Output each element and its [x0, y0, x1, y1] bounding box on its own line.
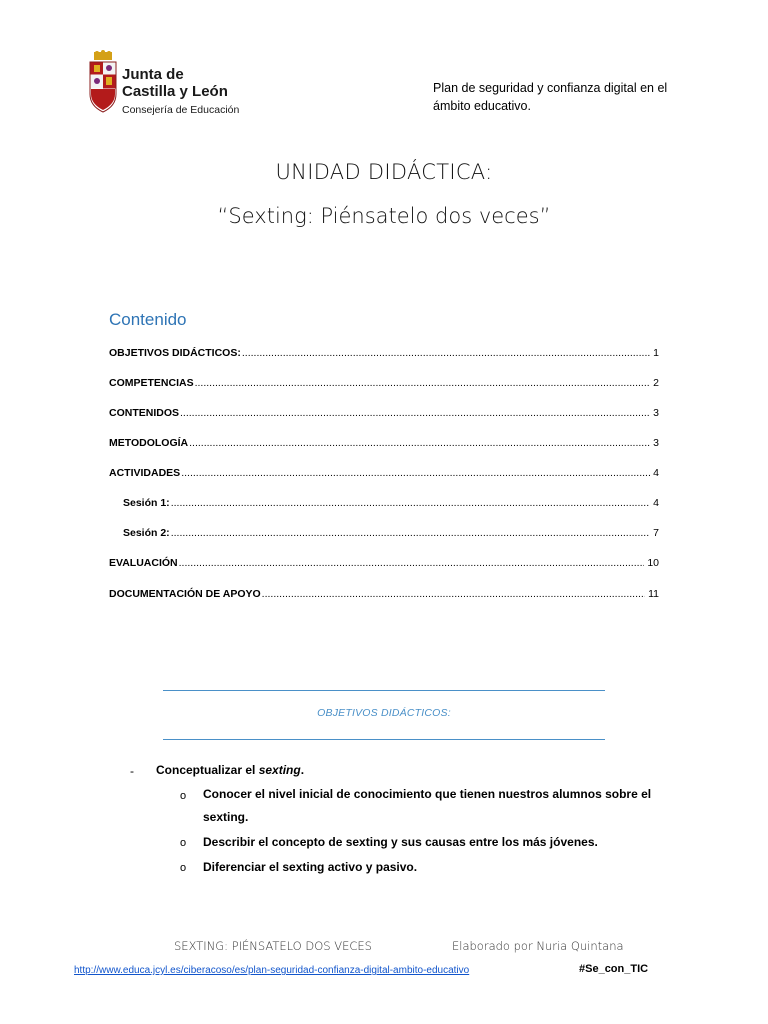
- toc-entry-sesion-2[interactable]: [123, 521, 659, 539]
- sub-objective-3: Diferenciar el sexting activo y pasivo.: [203, 860, 418, 874]
- toc-entry-page: 2: [653, 377, 659, 389]
- bullet-icon: o: [180, 790, 187, 802]
- unit-subtitle: “Sexting: Piénsatelo dos veces”: [217, 204, 551, 228]
- toc-entry-label: ACTIVIDADES: [109, 467, 181, 479]
- toc-entry-page: 4: [653, 467, 659, 479]
- footer-author: Elaborado por Nuria Quintana: [452, 939, 624, 953]
- toc-entry-contenidos[interactable]: [109, 401, 659, 419]
- org-department: Consejería de Educación: [122, 104, 240, 116]
- toc-heading: Contenido: [109, 310, 187, 329]
- toc-entry-label: METODOLOGÍA: [109, 437, 189, 449]
- coat-of-arms-icon: [88, 50, 118, 114]
- toc-entry-label: DOCUMENTACIÓN DE APOYO: [109, 588, 261, 600]
- toc-entry-page: 7: [653, 527, 659, 539]
- bullet-icon: o: [180, 862, 187, 874]
- sub-objective-1: Conocer el nivel inicial de conocimiento que tienen nuestros alumnos sobre el sexting.: [203, 787, 652, 824]
- toc-entry-label: EVALUACIÓN: [109, 557, 178, 569]
- toc-entry-competencias[interactable]: [109, 371, 659, 389]
- toc-entry-label: Sesión 1:: [123, 497, 170, 509]
- main-objective: Conceptualizar el sexting.: [156, 763, 305, 777]
- sub-objective-2: Describir el concepto de sexting y sus causas entre los más jóvenes.: [203, 835, 598, 849]
- toc-entry-label: Sesión 2:: [123, 527, 170, 539]
- toc-entry-label: CONTENIDOS: [109, 407, 180, 419]
- toc-entry-metodologia[interactable]: [109, 431, 659, 449]
- toc-entry-page: 3: [653, 437, 659, 449]
- bullet-icon: o: [180, 837, 187, 849]
- junta-logo: [88, 50, 288, 120]
- toc-entry-evaluacion[interactable]: [109, 551, 659, 569]
- toc-entry-documentacion[interactable]: [109, 582, 659, 600]
- main-objective-italic: sexting: [258, 763, 301, 777]
- section-title: OBJETIVOS DIDÁCTICOS:: [317, 707, 451, 719]
- toc-entry-page: 4: [653, 497, 659, 509]
- footer-title: SEXTING: PIÉNSATELO DOS VECES: [174, 939, 372, 953]
- org-name-line2: Castilla y León: [122, 83, 228, 100]
- toc-entry-label: OBJETIVOS DIDÁCTICOS:: [109, 347, 241, 359]
- toc-entry-label: COMPETENCIAS: [109, 377, 194, 389]
- toc-entry-page: 10: [647, 557, 659, 569]
- section-rule-bottom: [163, 739, 605, 740]
- unit-title: UNIDAD DIDÁCTICA:: [275, 160, 493, 184]
- toc-entry-objetivos[interactable]: [109, 341, 659, 359]
- list-dash: -: [130, 764, 134, 778]
- toc-entry-page: 11: [648, 588, 659, 600]
- footer-link[interactable]: http://www.educa.jcyl.es/ciberacoso/es/plan-seguridad-confianza-digital-ambito-educativo: [74, 965, 470, 976]
- toc-entry-actividades[interactable]: [109, 461, 659, 479]
- toc-entry-sesion-1[interactable]: [123, 491, 659, 509]
- toc-entry-page: 1: [653, 347, 659, 359]
- org-name-line1: Junta de: [122, 66, 184, 83]
- toc-entry-page: 3: [653, 407, 659, 419]
- section-rule-top: [163, 690, 605, 691]
- plan-description: Plan de seguridad y confianza digital en el ámbito educativo.: [433, 81, 668, 113]
- footer-hashtag: #Se_con_TIC: [579, 963, 649, 975]
